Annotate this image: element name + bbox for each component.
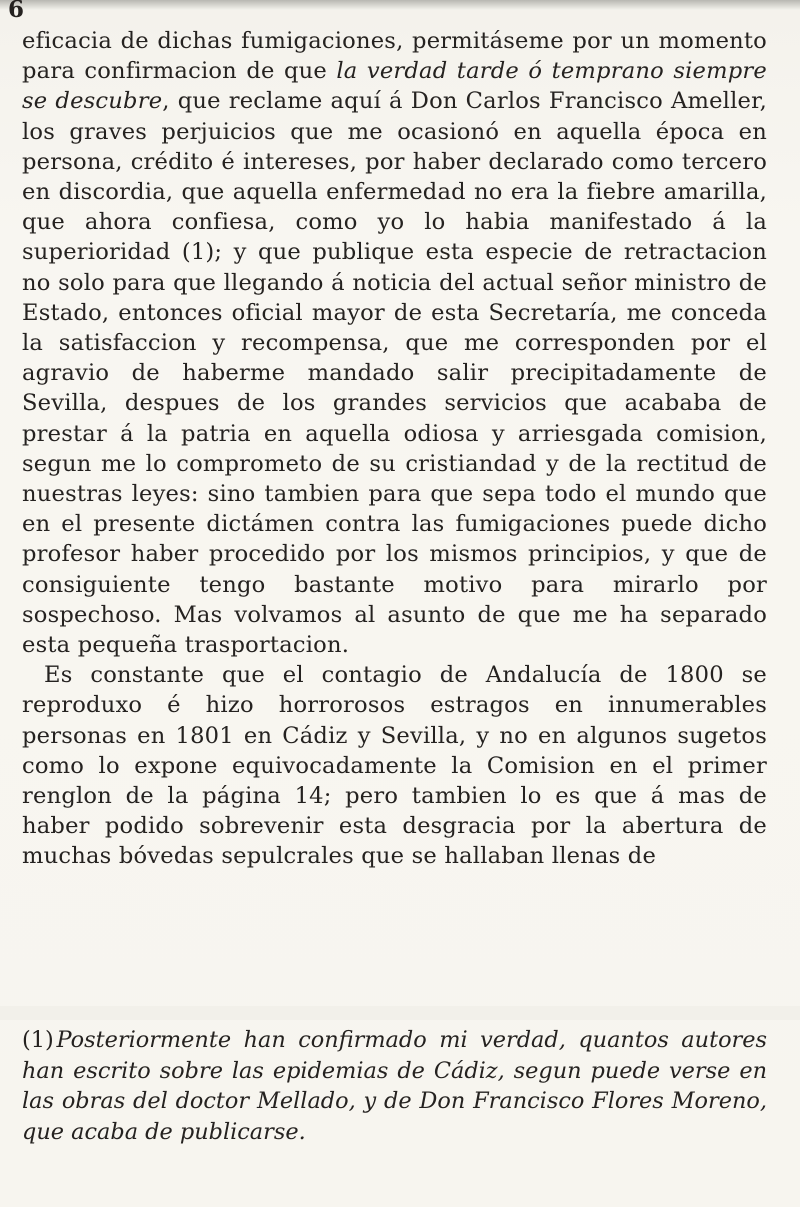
paragraph-1-part-b: , que reclame aquí á Don Carlos Francisco Ameller, los graves perjuicios que me ocasionó en aquella época en persona, crédito é intereses, por haber declarado como tercero en discordia, que aquella enfermedad no era la fiebre amarilla, que ahora confiesa, como yo lo habia manifestado á la superioridad (1); y que publique esta especie de retractacion no solo para que llegando á noticia del actual señor ministro de Estado, entonces oficial mayor de esta Secretaría, me conceda la satisfaccion y recompensa, que me corresponden por el agravio de haberme mandado salir precipitadamente de Sevilla, despues de los grandes servicios que acababa de prestar á la patria en aquella odiosa y arriesgada comision, segun me lo comprometo de su cristiandad y de la rectitud de nuestras leyes: sino tambien para que sepa todo el mundo que en el presente dictámen contra las fumigaciones puede dicho profesor haber procedido por los mismos principios, y que de consiguiente tengo bastante motivo para mirarlo por sospechoso. Mas volvamos al asunto de que me ha separado esta pequeña trasportacion. <box>22 88 767 659</box>
paragraph-1 <box>22 26 767 660</box>
footnote-marker: (1) <box>22 1027 54 1053</box>
footnote <box>22 1025 767 1147</box>
paragraph-2: Es constante que el contagio de Andalucía de 1800 se reproduxo é hizo horrorosos estragos en innumerables personas en 1801 en Cádiz y Sevilla, y no en algunos sugetos como lo expone equivocadamente la Comision en el primer renglon de la página 14; pero tambien lo es que á mas de haber podido sobrevenir esta desgracia por la abertura de muchas bóvedas sepulcrales que se hallaban llenas de <box>22 662 767 870</box>
paragraph-1-part-a: eficacia de dichas fumigaciones, permitáseme por un momento para confirmacion de que <box>22 28 767 85</box>
footnote-text: Posteriormente han confirmado mi verdad, quantos autores han escrito sobre las epidemias de Cádiz, segun puede verse en las obras del doctor Mellado, y de Don Francisco Flores Moreno, que acaba de publicarse. <box>22 1027 767 1145</box>
page-top-shadow <box>0 0 800 10</box>
page-number: 6 <box>8 0 25 23</box>
show-through-shadow <box>0 1006 800 1020</box>
paragraph-1-italic: la verdad tarde ó temprano siempre se descubre <box>22 58 767 115</box>
main-text-block <box>22 26 767 872</box>
